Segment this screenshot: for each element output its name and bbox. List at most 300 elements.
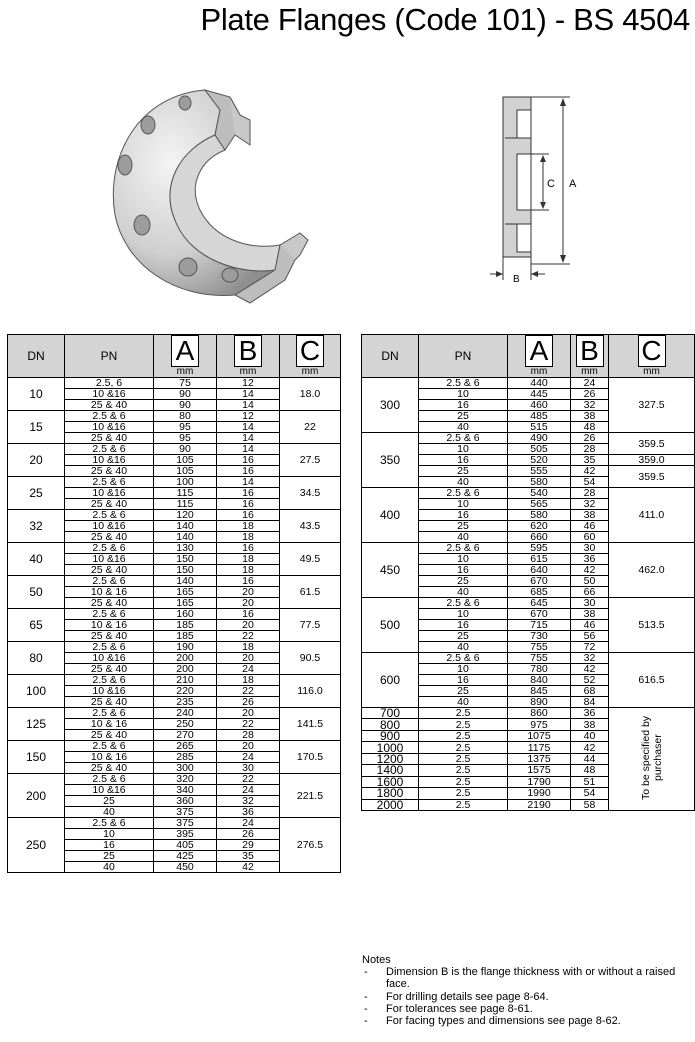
a-cell: 95 — [154, 422, 217, 433]
table-row — [8, 609, 341, 620]
b-cell: 56 — [571, 631, 609, 642]
a-cell: 660 — [508, 532, 571, 543]
b-cell: 52 — [571, 675, 609, 686]
a-cell: 265 — [154, 741, 217, 752]
pn-cell: 10 — [419, 554, 508, 565]
a-cell: 140 — [154, 521, 217, 532]
dn-cell: 65 — [8, 609, 65, 642]
b-cell: 28 — [217, 730, 280, 741]
dn-cell: 15 — [8, 411, 65, 444]
table-row — [8, 477, 341, 488]
a-cell: 165 — [154, 598, 217, 609]
dn-cell: 20 — [8, 444, 65, 477]
a-cell: 1990 — [508, 788, 571, 799]
a-cell: 580 — [508, 510, 571, 521]
left-flange-table — [7, 334, 341, 873]
pn-cell: 10 — [419, 664, 508, 675]
c-cell: 18.0 — [280, 378, 341, 411]
pn-cell: 2.5 — [419, 799, 508, 811]
a-cell: 1075 — [508, 730, 571, 741]
b-cell: 18 — [217, 675, 280, 686]
c-cell: 77.5 — [280, 609, 341, 642]
pn-cell: 2.5 & 6 — [65, 741, 154, 752]
pn-cell: 16 — [419, 565, 508, 576]
pn-cell: 2.5 & 6 — [65, 818, 154, 829]
b-cell: 42 — [571, 565, 609, 576]
c-note-text: To be specified by purchaser — [639, 715, 664, 801]
pn-cell: 2.5, 6 — [65, 378, 154, 389]
dn-cell: 600 — [362, 653, 419, 708]
table-row — [362, 653, 695, 664]
a-cell: 670 — [508, 576, 571, 587]
b-cell: 20 — [217, 620, 280, 631]
b-cell: 29 — [217, 840, 280, 851]
pn-cell: 25 & 40 — [65, 664, 154, 675]
dn-cell: 400 — [362, 488, 419, 543]
pn-cell: 25 — [65, 796, 154, 807]
a-cell: 120 — [154, 510, 217, 521]
a-cell: 890 — [508, 697, 571, 708]
a-cell: 270 — [154, 730, 217, 741]
pn-cell: 2.5 — [419, 730, 508, 741]
b-cell: 36 — [217, 807, 280, 818]
b-cell: 14 — [217, 389, 280, 400]
b-cell: 14 — [217, 422, 280, 433]
c-cell: 616.5 — [609, 653, 695, 708]
b-cell: 24 — [217, 818, 280, 829]
pn-cell: 2.5 & 6 — [65, 543, 154, 554]
pn-cell: 2.5 & 6 — [65, 642, 154, 653]
pn-cell: 2.5 & 6 — [65, 510, 154, 521]
flange-3d-illustration — [100, 75, 310, 315]
a-cell: 485 — [508, 411, 571, 422]
pn-cell: 2.5 & 6 — [65, 411, 154, 422]
b-cell: 14 — [217, 444, 280, 455]
pn-cell: 25 — [419, 521, 508, 532]
header-b: B mm — [217, 335, 280, 378]
a-cell: 755 — [508, 653, 571, 664]
pn-cell: 2.5 & 6 — [65, 609, 154, 620]
b-cell: 20 — [217, 598, 280, 609]
a-cell: 555 — [508, 466, 571, 477]
pn-cell: 25 — [419, 411, 508, 422]
dn-cell: 150 — [8, 741, 65, 774]
dn-cell: 250 — [8, 818, 65, 873]
table-row — [8, 708, 341, 719]
a-cell: 185 — [154, 620, 217, 631]
b-cell: 24 — [217, 664, 280, 675]
pn-cell: 25 & 40 — [65, 763, 154, 774]
a-cell: 165 — [154, 587, 217, 598]
b-cell: 14 — [217, 477, 280, 488]
c-cell: 116.0 — [280, 675, 341, 708]
pn-cell: 2.5 — [419, 788, 508, 799]
a-cell: 540 — [508, 488, 571, 499]
b-cell: 36 — [571, 708, 609, 719]
a-cell: 140 — [154, 532, 217, 543]
a-cell: 1790 — [508, 776, 571, 787]
dim-label-b: B — [513, 274, 520, 285]
c-cell: 49.5 — [280, 543, 341, 576]
header-b: B mm — [571, 335, 609, 378]
b-cell: 66 — [571, 587, 609, 598]
table-row — [8, 642, 341, 653]
dn-cell: 50 — [8, 576, 65, 609]
pn-cell: 10 — [419, 609, 508, 620]
pn-cell: 10 &16 — [65, 389, 154, 400]
header-c: C mm — [280, 335, 341, 378]
notes-section — [362, 954, 695, 1027]
a-cell: 130 — [154, 543, 217, 554]
table-row — [8, 741, 341, 752]
a-cell: 685 — [508, 587, 571, 598]
b-cell: 22 — [217, 719, 280, 730]
dn-cell: 10 — [8, 378, 65, 411]
b-cell: 24 — [217, 785, 280, 796]
pn-cell: 10 & 16 — [65, 719, 154, 730]
a-cell: 75 — [154, 378, 217, 389]
a-cell: 80 — [154, 411, 217, 422]
a-cell: 1375 — [508, 753, 571, 764]
pn-cell: 16 — [65, 840, 154, 851]
b-cell: 16 — [217, 543, 280, 554]
b-cell: 16 — [217, 510, 280, 521]
b-cell: 14 — [217, 400, 280, 411]
b-cell: 30 — [571, 598, 609, 609]
pn-cell: 10 & 16 — [65, 587, 154, 598]
a-cell: 580 — [508, 477, 571, 488]
a-cell: 440 — [508, 378, 571, 389]
c-cell: 462.0 — [609, 543, 695, 598]
pn-cell: 40 — [419, 697, 508, 708]
a-cell: 840 — [508, 675, 571, 686]
dn-cell: 1400 — [362, 765, 419, 776]
pn-cell: 16 — [419, 510, 508, 521]
c-cell: 43.5 — [280, 510, 341, 543]
pn-cell: 10 &16 — [65, 455, 154, 466]
b-cell: 22 — [217, 686, 280, 697]
c-cell: 22 — [280, 411, 341, 444]
pn-cell: 2.5 — [419, 708, 508, 719]
pn-cell: 16 — [419, 620, 508, 631]
b-cell: 54 — [571, 788, 609, 799]
pn-cell: 16 — [419, 455, 508, 466]
a-cell: 425 — [154, 851, 217, 862]
b-cell: 32 — [571, 400, 609, 411]
b-cell: 48 — [571, 422, 609, 433]
table-row — [8, 576, 341, 587]
a-cell: 100 — [154, 477, 217, 488]
pn-cell: 10 &16 — [65, 686, 154, 697]
a-cell: 460 — [508, 400, 571, 411]
a-cell: 595 — [508, 543, 571, 554]
b-cell: 38 — [571, 411, 609, 422]
b-cell: 12 — [217, 378, 280, 389]
dn-cell: 1800 — [362, 788, 419, 799]
table-header-row — [8, 335, 341, 378]
header-pn: PN — [65, 335, 154, 378]
a-cell: 140 — [154, 576, 217, 587]
dn-cell: 80 — [8, 642, 65, 675]
pn-cell: 25 & 40 — [65, 631, 154, 642]
a-cell: 670 — [508, 609, 571, 620]
pn-cell: 25 & 40 — [65, 565, 154, 576]
pn-cell: 40 — [419, 477, 508, 488]
a-cell: 200 — [154, 653, 217, 664]
a-cell: 90 — [154, 444, 217, 455]
pn-cell: 10 — [419, 389, 508, 400]
a-cell: 860 — [508, 708, 571, 719]
b-cell: 18 — [217, 565, 280, 576]
c-cell: 359.5 — [609, 466, 695, 488]
a-cell: 340 — [154, 785, 217, 796]
pn-cell: 2.5 & 6 — [419, 653, 508, 664]
b-cell: 24 — [217, 752, 280, 763]
pn-cell: 10 — [65, 829, 154, 840]
table-row — [8, 378, 341, 389]
pn-cell: 10 &16 — [65, 521, 154, 532]
b-cell: 20 — [217, 741, 280, 752]
b-cell: 32 — [217, 796, 280, 807]
pn-cell: 2.5 & 6 — [419, 488, 508, 499]
b-cell: 24 — [571, 378, 609, 389]
pn-cell: 40 — [65, 807, 154, 818]
note-item: - Dimension B is the flange thickness with or without a raised face. — [364, 966, 676, 991]
note-item: - For facing types and dimensions see page 8-62. — [364, 1015, 621, 1028]
table-row — [8, 774, 341, 785]
dn-cell: 700 — [362, 708, 419, 719]
c-cell-note — [609, 708, 695, 811]
table-row — [362, 543, 695, 554]
a-cell: 210 — [154, 675, 217, 686]
c-cell: 27.5 — [280, 444, 341, 477]
pn-cell: 2.5 — [419, 742, 508, 753]
a-cell: 490 — [508, 433, 571, 444]
b-cell: 42 — [571, 664, 609, 675]
a-cell: 845 — [508, 686, 571, 697]
pn-cell: 2.5 & 6 — [65, 477, 154, 488]
a-cell: 715 — [508, 620, 571, 631]
a-cell: 445 — [508, 389, 571, 400]
pn-cell: 2.5 — [419, 753, 508, 764]
c-cell: 359.0 — [609, 455, 695, 466]
a-cell: 320 — [154, 774, 217, 785]
b-cell: 16 — [217, 499, 280, 510]
a-cell: 150 — [154, 565, 217, 576]
header-c: C mm — [609, 335, 695, 378]
b-cell: 16 — [217, 488, 280, 499]
b-cell: 51 — [571, 776, 609, 787]
dn-cell: 40 — [8, 543, 65, 576]
dim-label-c: C — [547, 178, 555, 190]
b-cell: 48 — [571, 765, 609, 776]
pn-cell: 2.5 & 6 — [65, 708, 154, 719]
pn-cell: 25 — [419, 631, 508, 642]
b-cell: 26 — [571, 389, 609, 400]
pn-cell: 10 &16 — [65, 653, 154, 664]
a-cell: 405 — [154, 840, 217, 851]
pn-cell: 25 & 40 — [65, 466, 154, 477]
b-cell: 42 — [217, 862, 280, 873]
pn-cell: 10 &16 — [65, 554, 154, 565]
dn-cell: 450 — [362, 543, 419, 598]
pn-cell: 25 — [419, 686, 508, 697]
b-cell: 16 — [217, 455, 280, 466]
b-cell: 20 — [217, 587, 280, 598]
b-cell: 20 — [217, 653, 280, 664]
a-cell: 185 — [154, 631, 217, 642]
b-cell: 35 — [217, 851, 280, 862]
pn-cell: 2.5 & 6 — [65, 774, 154, 785]
table-row — [362, 598, 695, 609]
b-cell: 46 — [571, 620, 609, 631]
a-cell: 220 — [154, 686, 217, 697]
pn-cell: 40 — [419, 532, 508, 543]
b-cell: 18 — [217, 642, 280, 653]
b-cell: 40 — [571, 730, 609, 741]
a-cell: 620 — [508, 521, 571, 532]
a-cell: 505 — [508, 444, 571, 455]
a-cell: 95 — [154, 433, 217, 444]
dn-cell: 100 — [8, 675, 65, 708]
a-cell: 190 — [154, 642, 217, 653]
pn-cell: 2.5 & 6 — [419, 378, 508, 389]
b-cell: 22 — [217, 631, 280, 642]
b-cell: 38 — [571, 719, 609, 730]
pn-cell: 10 &16 — [65, 785, 154, 796]
header-a: A mm — [154, 335, 217, 378]
b-cell: 20 — [217, 708, 280, 719]
header-dn: DN — [8, 335, 65, 378]
dim-label-a: A — [569, 178, 577, 190]
b-cell: 38 — [571, 510, 609, 521]
a-cell: 520 — [508, 455, 571, 466]
a-cell: 240 — [154, 708, 217, 719]
a-cell: 755 — [508, 642, 571, 653]
pn-cell: 10 — [419, 499, 508, 510]
table-row — [362, 708, 695, 719]
a-cell: 645 — [508, 598, 571, 609]
a-cell: 105 — [154, 455, 217, 466]
dn-cell: 32 — [8, 510, 65, 543]
a-cell: 515 — [508, 422, 571, 433]
b-cell: 14 — [217, 433, 280, 444]
dn-cell: 500 — [362, 598, 419, 653]
table-row — [362, 433, 695, 444]
b-cell: 50 — [571, 576, 609, 587]
flange-cross-section-diagram — [485, 92, 595, 287]
pn-cell: 25 — [419, 466, 508, 477]
a-cell: 565 — [508, 499, 571, 510]
pn-cell: 2.5 & 6 — [65, 576, 154, 587]
pn-cell: 25 & 40 — [65, 598, 154, 609]
pn-cell: 25 — [65, 851, 154, 862]
table-row — [8, 510, 341, 521]
c-cell: 90.5 — [280, 642, 341, 675]
b-cell: 30 — [571, 543, 609, 554]
c-cell: 141.5 — [280, 708, 341, 741]
pn-cell: 25 & 40 — [65, 433, 154, 444]
b-cell: 72 — [571, 642, 609, 653]
pn-cell: 2.5 & 6 — [65, 675, 154, 686]
pn-cell: 10 — [419, 444, 508, 455]
dn-cell: 1600 — [362, 776, 419, 787]
pn-cell: 2.5 & 6 — [419, 433, 508, 444]
pn-cell: 2.5 — [419, 776, 508, 787]
right-flange-table — [361, 334, 695, 811]
b-cell: 58 — [571, 799, 609, 811]
dn-cell: 125 — [8, 708, 65, 741]
table-row — [8, 818, 341, 829]
table-row — [362, 488, 695, 499]
b-cell: 46 — [571, 521, 609, 532]
c-cell: 513.5 — [609, 598, 695, 653]
pn-cell: 25 & 40 — [65, 697, 154, 708]
dn-cell: 25 — [8, 477, 65, 510]
table-row — [8, 543, 341, 554]
pn-cell: 40 — [419, 587, 508, 598]
pn-cell: 10 &16 — [65, 422, 154, 433]
table-row — [362, 378, 695, 389]
b-cell: 26 — [571, 433, 609, 444]
b-cell: 84 — [571, 697, 609, 708]
notes-heading: Notes — [362, 954, 391, 966]
b-cell: 22 — [217, 774, 280, 785]
header-a: A mm — [508, 335, 571, 378]
pn-cell: 2.5 — [419, 719, 508, 730]
b-cell: 16 — [217, 609, 280, 620]
c-cell: 34.5 — [280, 477, 341, 510]
pn-cell: 25 & 40 — [65, 499, 154, 510]
b-cell: 44 — [571, 753, 609, 764]
pn-cell: 2.5 — [419, 765, 508, 776]
a-cell: 730 — [508, 631, 571, 642]
pn-cell: 16 — [419, 675, 508, 686]
c-cell: 359.5 — [609, 433, 695, 455]
a-cell: 285 — [154, 752, 217, 763]
dn-cell: 1200 — [362, 753, 419, 764]
pn-cell: 2.5 & 6 — [419, 543, 508, 554]
header-dn: DN — [362, 335, 419, 378]
a-cell: 975 — [508, 719, 571, 730]
note-item: - For tolerances see page 8-61. — [364, 1002, 533, 1015]
pn-cell: 10 & 16 — [65, 620, 154, 631]
pn-cell: 2.5 & 6 — [419, 598, 508, 609]
dn-cell: 1000 — [362, 742, 419, 753]
a-cell: 375 — [154, 807, 217, 818]
b-cell: 16 — [217, 466, 280, 477]
b-cell: 36 — [571, 554, 609, 565]
a-cell: 375 — [154, 818, 217, 829]
dn-cell: 2000 — [362, 799, 419, 811]
a-cell: 300 — [154, 763, 217, 774]
a-cell: 150 — [154, 554, 217, 565]
b-cell: 18 — [217, 532, 280, 543]
b-cell: 68 — [571, 686, 609, 697]
pn-cell: 2.5 & 6 — [65, 444, 154, 455]
b-cell: 28 — [571, 488, 609, 499]
pn-cell: 25 & 40 — [65, 532, 154, 543]
a-cell: 780 — [508, 664, 571, 675]
dn-cell: 350 — [362, 433, 419, 488]
b-cell: 18 — [217, 521, 280, 532]
c-cell: 61.5 — [280, 576, 341, 609]
table-row — [8, 444, 341, 455]
a-cell: 2190 — [508, 799, 571, 811]
b-cell: 26 — [217, 697, 280, 708]
c-cell: 411.0 — [609, 488, 695, 543]
table-header-row — [362, 335, 695, 378]
